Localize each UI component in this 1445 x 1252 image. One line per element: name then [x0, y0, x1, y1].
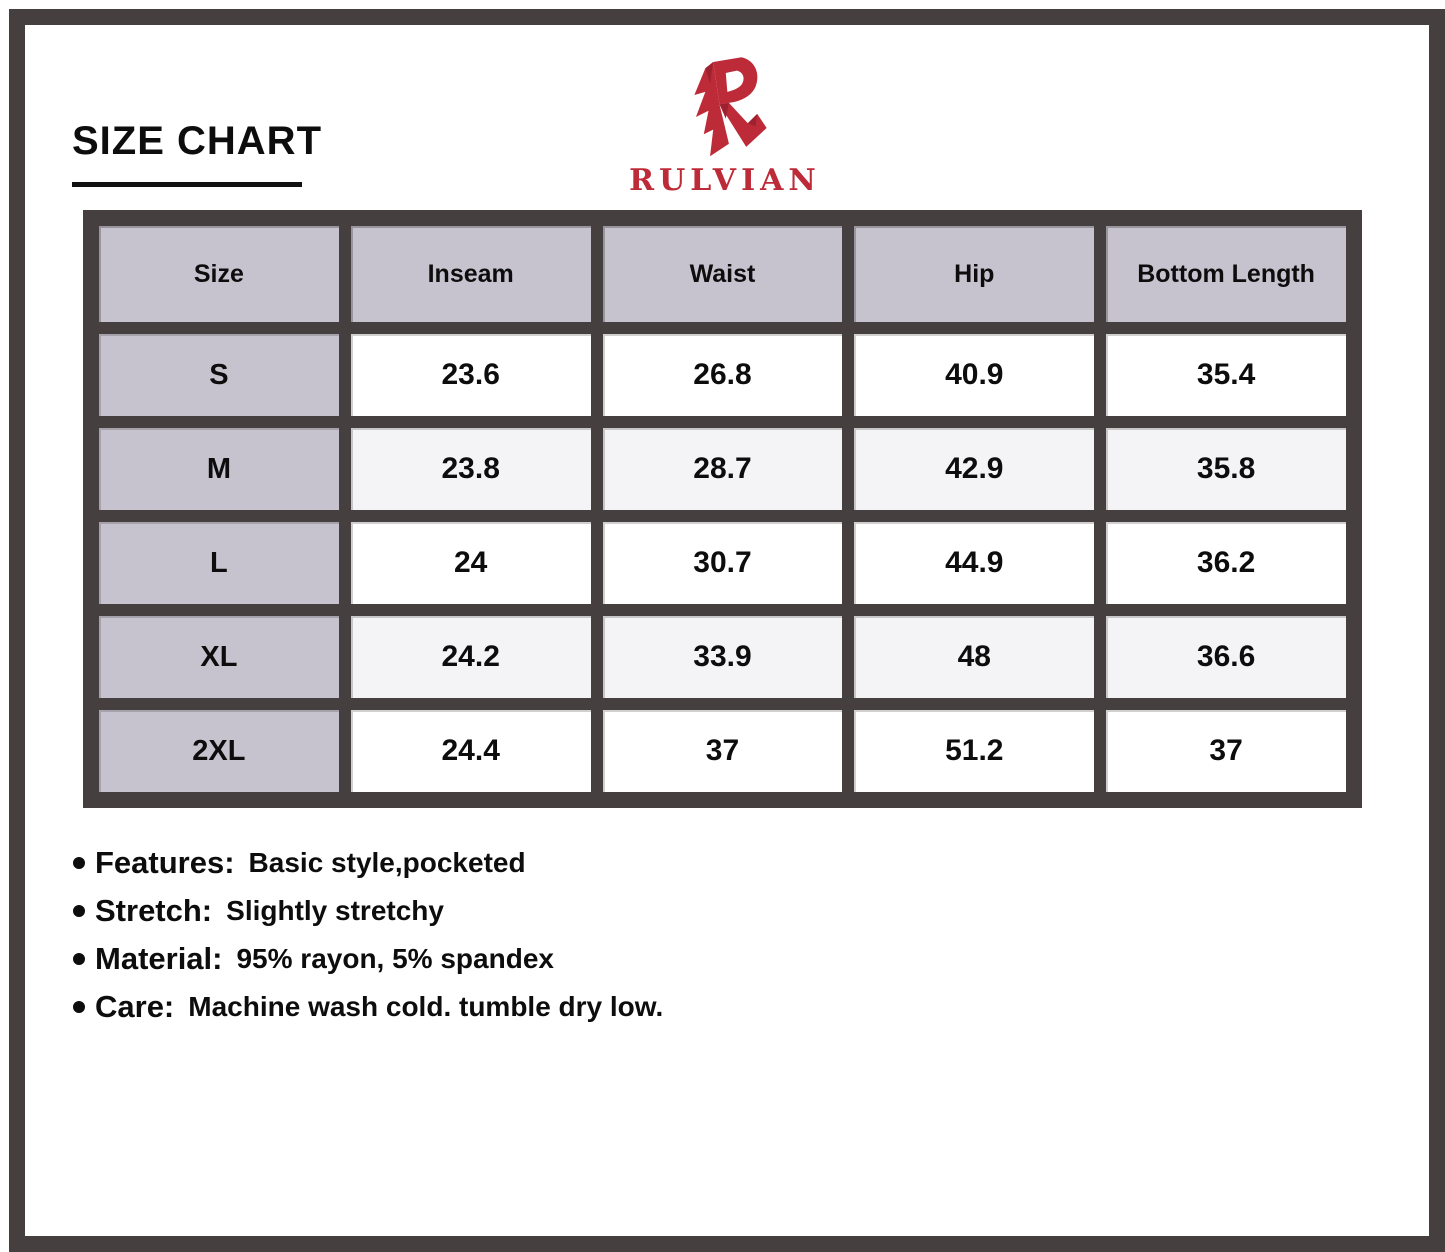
bullet-icon [73, 857, 85, 869]
details-list [73, 843, 663, 1035]
detail-item-material [73, 939, 663, 979]
inseam-cell: 23.8 [351, 428, 591, 510]
bottom-length-cell: 35.8 [1106, 428, 1346, 510]
detail-value: Slightly stretchy [226, 895, 444, 926]
bottom-length-cell: 36.6 [1106, 616, 1346, 698]
bullet-icon [73, 953, 85, 965]
bullet-icon [73, 905, 85, 917]
size-chart-table [83, 210, 1362, 808]
title-underline [72, 182, 302, 187]
size-cell: XL [99, 616, 339, 698]
detail-value: 95% rayon, 5% spandex [236, 943, 554, 974]
waist-cell: 26.8 [603, 334, 843, 416]
inseam-cell: 23.6 [351, 334, 591, 416]
bottom-length-cell: 36.2 [1106, 522, 1346, 604]
table-row-l [99, 522, 1346, 604]
header-row [99, 226, 1346, 322]
bottom-length-cell: 35.4 [1106, 334, 1346, 416]
detail-label: Stretch: [95, 893, 213, 928]
size-cell: 2XL [99, 710, 339, 792]
inseam-cell: 24.2 [351, 616, 591, 698]
page-frame [9, 9, 1445, 1252]
detail-value: Machine wash cold. tumble dry low. [188, 991, 664, 1022]
table-row-s [99, 334, 1346, 416]
size-cell: M [99, 428, 339, 510]
detail-label: Features: [95, 845, 235, 880]
column-header-inseam: Inseam [351, 226, 591, 322]
detail-item-care [73, 987, 663, 1027]
hip-cell: 40.9 [854, 334, 1094, 416]
size-cell: S [99, 334, 339, 416]
size-cell: L [99, 522, 339, 604]
hip-cell: 51.2 [854, 710, 1094, 792]
column-header-size: Size [99, 226, 339, 322]
hip-cell: 42.9 [854, 428, 1094, 510]
detail-label: Care: [95, 989, 175, 1024]
detail-value: Basic style,pocketed [248, 847, 526, 878]
table-row-xl [99, 616, 1346, 698]
brand-name: RULVIAN [629, 163, 821, 198]
column-header-waist: Waist [603, 226, 843, 322]
table-row-m [99, 428, 1346, 510]
hip-cell: 44.9 [854, 522, 1094, 604]
inseam-cell: 24.4 [351, 710, 591, 792]
column-header-bottom-length: Bottom Length [1106, 226, 1346, 322]
waist-cell: 37 [603, 710, 843, 792]
waist-cell: 33.9 [603, 616, 843, 698]
table-row-2xl [99, 710, 1346, 792]
brand-block [585, 51, 865, 198]
hip-cell: 48 [854, 616, 1094, 698]
detail-item-stretch [73, 891, 663, 931]
size-table-wrap [83, 210, 1362, 808]
bullet-icon [73, 1001, 85, 1013]
detail-item-features [73, 843, 663, 883]
page-content [25, 25, 1429, 1236]
inseam-cell: 24 [351, 522, 591, 604]
page-title: SIZE CHART [72, 119, 322, 163]
waist-cell: 30.7 [603, 522, 843, 604]
waist-cell: 28.7 [603, 428, 843, 510]
bottom-length-cell: 37 [1106, 710, 1346, 792]
detail-label: Material: [95, 941, 223, 976]
brand-logo-icon [672, 51, 778, 161]
column-header-hip: Hip [854, 226, 1094, 322]
